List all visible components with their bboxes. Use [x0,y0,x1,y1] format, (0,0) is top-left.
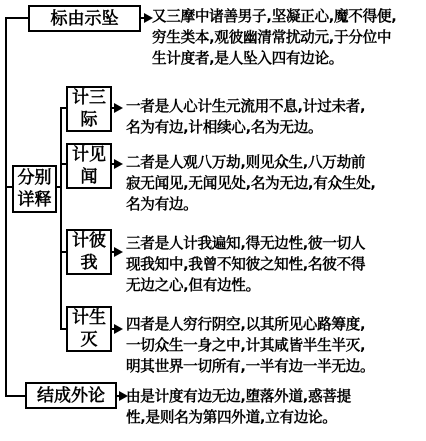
node-sub4-label: 计生 灭 [72,308,106,350]
node-sub3-label: 计彼 我 [72,231,106,273]
node-middle-label: 分别 详释 [17,168,52,210]
connector-sub-vertical [60,107,62,329]
text-top: 又三摩中诸善男子,坚凝正心,魔不得便, 穷生类本,观彼幽清常扰动元,于分位中 生计度者,是人坠入四有边论。 [152,8,397,67]
node-top-box [28,5,141,32]
arrow-sub3-head [114,247,123,257]
arrow-sub4-head [114,324,123,334]
node-sub2-label: 计见 闻 [72,145,106,187]
node-sub2-box [66,143,112,189]
node-top-label: 标由示坠 [50,8,119,29]
node-sub4-box [66,306,112,352]
node-sub1-box [66,86,112,132]
node-bottom-box [25,382,117,409]
connector-bottom-h [5,395,26,397]
connector-main-vertical [5,17,7,397]
node-sub1-label: 计三 际 [72,88,106,130]
text-sub3: 三者是人计我遍知,得无边性,彼一切人 现我知中,我曾不知彼之知性,名彼不得 无边之心,但有边性。 [126,235,366,294]
node-middle-box [12,165,57,213]
node-sub3-box [66,229,112,275]
connector-top-h [5,17,29,19]
arrow-sub2-head [114,159,123,169]
arrow-sub1-head [114,103,123,113]
text-sub4: 四者是人穷行阴空,以其所见心路筹度, 一切众生一身之中,计其咸皆半生半灭, 明其世界一切所有,一半有边一半无边。 [126,316,375,375]
node-bottom-label: 结成外论 [37,385,105,406]
text-sub1: 一者是人心计生元流用不息,计过未者, 名为有边,计相续心,名为无边。 [126,98,366,136]
text-bottom: 由是计度有边无边,堕落外道,惑菩提 性,是则名为第四外道,立有边论。 [126,388,351,426]
text-sub2: 二者是人观八万劫,则见众生,八万劫前 寂无闻见,无闻见处,名为无边,有众生处, 名为有边。 [126,154,376,213]
